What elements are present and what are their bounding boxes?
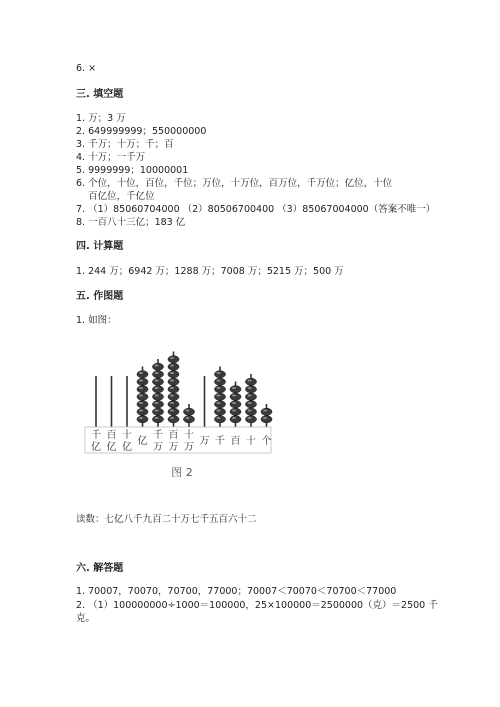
abacus-bead-highlight [186,410,190,412]
abacus-bead-highlight [155,380,159,382]
abacus-bead [152,416,163,423]
abacus-bead-highlight [139,410,143,412]
abacus-bead [137,408,148,415]
place-label: 十 [246,436,256,447]
abacus-bead [152,408,163,415]
abacus-bead [183,408,194,415]
abacus-bead [245,416,256,423]
abacus-bead-highlight [248,395,252,397]
place-label-top: 十 [122,430,132,441]
sec3-line-6: 6. 个位，十位，百位，千位；万位，十万位，百万位，千万位；亿位，十位 [76,178,393,189]
place-label-bottom: 万 [184,442,194,453]
abacus-bead [137,386,148,393]
abacus-bead-highlight [217,395,221,397]
section-3-title: 三. 填空题 [76,89,124,100]
place-label: 万 [199,436,210,447]
sec3-line-3: 3. 千万；十万；千；百 [76,139,174,150]
abacus-bead-highlight [217,417,221,419]
abacus-bead-highlight [217,380,221,382]
abacus-bead [261,416,272,423]
abacus-bead-highlight [155,402,159,404]
abacus-bead-highlight [155,365,159,367]
abacus-bead [168,378,179,385]
abacus-bead-highlight [139,387,143,389]
abacus-bead-highlight [248,387,252,389]
abacus-bead-highlight [155,395,159,397]
abacus-bead [152,386,163,393]
abacus-bead [214,416,225,423]
abacus-bead-highlight [248,410,252,412]
abacus-bead-highlight [139,380,143,382]
abacus-bead-highlight [217,387,221,389]
sec3-line-8: 7. （1）85060704000 （2）80506700400 （3）85067004000（答案不唯一） [76,204,436,215]
section-4-title: 四. 计算题 [76,241,124,252]
abacus-bead [152,393,163,400]
abacus-bead [230,416,241,423]
place-label-top: 十 [184,430,194,441]
place-label: 亿 [137,436,148,447]
abacus-bead-highlight [232,410,236,412]
abacus-bead [168,386,179,393]
sec4-line-1: 1. 244 万；6942 万；1288 万；7008 万；5215 万；500 万 [76,266,344,277]
abacus-bead [183,416,194,423]
sec6-line-1: 1. 70007，70070，70700，77000；70007＜70070＜70700＜77000 [76,586,397,597]
place-label-top: 百 [106,430,117,441]
abacus-bead [261,408,272,415]
abacus-bead [168,356,179,363]
abacus-bead-highlight [170,365,174,367]
abacus-bead [137,393,148,400]
abacus-bead [168,408,179,415]
sec3-line-2: 2. 649999999；550000000 [76,126,207,137]
abacus-bead [245,386,256,393]
place-label-bottom: 亿 [91,442,101,453]
abacus-bead-highlight [155,387,159,389]
abacus-bead-highlight [155,417,159,419]
answer-item-6: 6. × [76,63,97,74]
place-label: 千 [215,436,225,447]
abacus-bead [152,363,163,370]
abacus-bead-highlight [170,402,174,404]
abacus-bead [137,378,148,385]
figure-caption: 图 2 [171,466,193,479]
place-label-top: 百 [168,430,179,441]
abacus-bead [245,393,256,400]
place-label-bottom: 亿 [106,442,117,453]
sec6-line-3: 克。 [76,613,96,624]
abacus-bead [168,416,179,423]
sec3-line-1: 1. 万；3 万 [76,113,126,124]
abacus-bead [230,393,241,400]
abacus-bead [214,401,225,408]
abacus-bead-highlight [263,417,267,419]
section-6-title: 六. 解答题 [76,563,124,574]
abacus-bead [137,401,148,408]
abacus-figure [78,346,278,486]
place-label: 个 [261,436,272,447]
abacus-bead [168,393,179,400]
sec3-line-9: 8. 一百八十三亿；183 亿 [76,217,186,228]
abacus-bead-highlight [217,402,221,404]
abacus-bead-highlight [170,410,174,412]
abacus-bead-highlight [217,410,221,412]
abacus-bead-highlight [139,402,143,404]
sec3-line-4: 4. 十万；一千万 [76,152,146,163]
abacus-bead-highlight [139,395,143,397]
abacus-bead-highlight [263,410,267,412]
abacus-reading: 读数：七亿八千九百二十万七千五百六十二 [76,514,257,525]
abacus-bead-highlight [232,402,236,404]
place-label-bottom: 万 [168,442,179,453]
sec5-line-1: 1. 如图： [76,315,117,326]
abacus-bead [137,416,148,423]
place-label-top: 千 [91,430,101,441]
abacus-bead-highlight [232,395,236,397]
abacus-bead [137,371,148,378]
section-5-title: 五. 作图题 [76,291,124,302]
place-label-top: 千 [153,430,163,441]
abacus-bead-highlight [170,387,174,389]
abacus-bead-highlight [170,372,174,374]
abacus-bead [152,401,163,408]
abacus-bead [245,408,256,415]
abacus-bead-highlight [155,372,159,374]
place-label-bottom: 万 [153,442,163,453]
abacus-bead-highlight [170,417,174,419]
abacus-bead-highlight [232,387,236,389]
abacus-bead-highlight [170,380,174,382]
abacus-bead [214,393,225,400]
place-label-bottom: 亿 [122,442,132,453]
abacus-bead-highlight [186,417,190,419]
abacus-bead-highlight [232,417,236,419]
place-label: 百 [230,436,241,447]
abacus-bead [168,401,179,408]
abacus-bead-highlight [170,395,174,397]
abacus-bead [230,386,241,393]
abacus-bead-highlight [139,417,143,419]
abacus-bead [214,386,225,393]
abacus-bead-highlight [248,402,252,404]
abacus-bead [152,371,163,378]
abacus-bead [230,401,241,408]
abacus-bead [168,371,179,378]
abacus-bead [168,363,179,370]
sec6-line-2: 2. （1）100000000÷1000＝100000，25×100000＝2500000（克）＝2500 千 [76,600,438,611]
abacus-bead-highlight [155,410,159,412]
abacus-bead-highlight [248,417,252,419]
abacus-bead-highlight [248,380,252,382]
abacus-bead [152,378,163,385]
abacus-bead [214,371,225,378]
abacus-bead-highlight [139,372,143,374]
abacus-bead [230,408,241,415]
abacus-bead-highlight [217,372,221,374]
sec3-line-5: 5. 9999999；10000001 [76,165,189,176]
abacus-bead [214,378,225,385]
abacus-bead [245,378,256,385]
abacus-bead [245,401,256,408]
abacus-bead [214,408,225,415]
abacus-bead-highlight [170,357,174,359]
sec3-line-7: 百亿位，千亿位 [76,191,155,202]
